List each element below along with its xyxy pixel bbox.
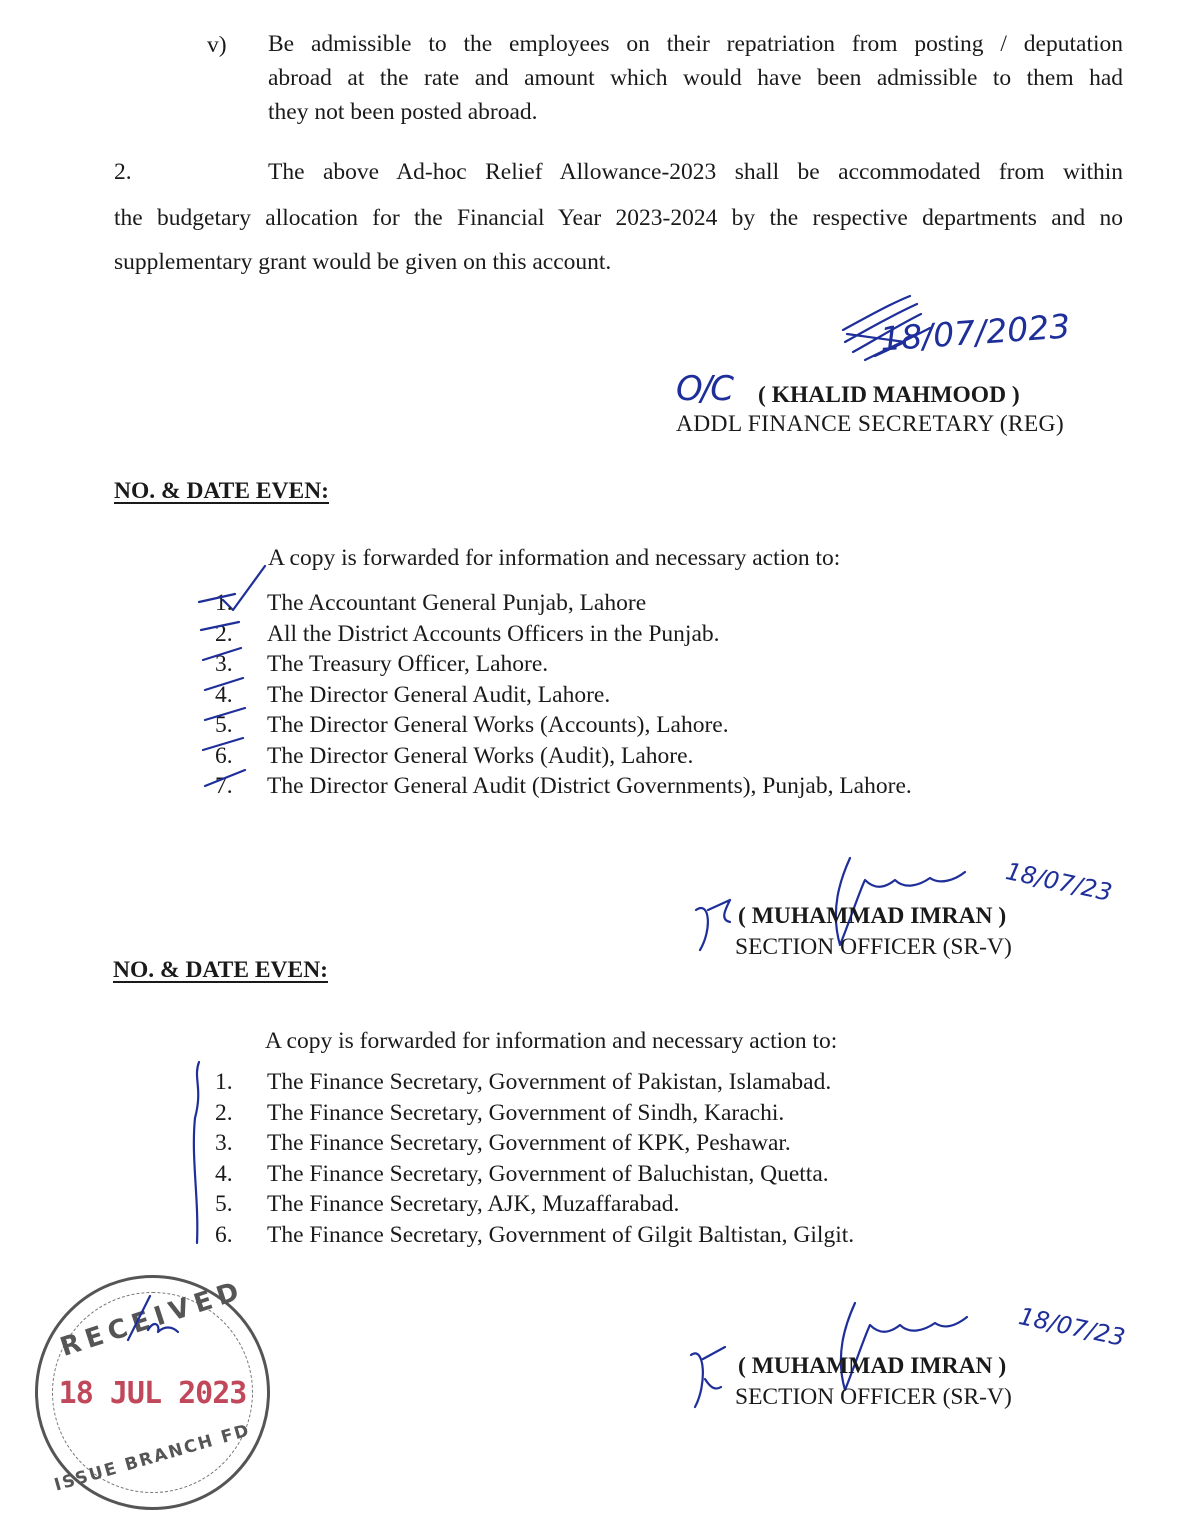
signatory-title-1: ADDL FINANCE SECRETARY (REG) — [676, 411, 1064, 437]
handwritten-date-1: 18/07/2023 — [878, 306, 1072, 359]
handwritten-bracket — [185, 1058, 215, 1248]
clause-v-line-2: abroad at the rate and amount which would have been admissible to them had — [268, 65, 1123, 91]
signatory-name-2: ( MUHAMMAD IMRAN ) — [738, 903, 1007, 929]
handwritten-oc-prefix: O/C — [676, 369, 732, 409]
clause-v-marker: v) — [207, 32, 227, 58]
para-2-number: 2. — [114, 159, 132, 185]
signatory-title-2: SECTION OFFICER (SR-V) — [735, 934, 1012, 960]
endorsement-intro-2: A copy is forwarded for information and necessary action to: — [265, 1028, 838, 1054]
clause-v-line-1: Be admissible to the employees on their repatriation from posting / deputation — [268, 31, 1123, 57]
stamp-date: 18 JUL 2023 — [58, 1376, 247, 1411]
stamp-bottom-text: ISSUE BRANCH FD — [52, 1420, 253, 1496]
endorsement-heading-1: NO. & DATE EVEN: — [114, 478, 329, 504]
endorsement-intro-1: A copy is forwarded for information and necessary action to: — [268, 545, 841, 571]
handwritten-date-2: 18/07/23 — [1003, 857, 1115, 907]
signatory-title-3: SECTION OFFICER (SR-V) — [735, 1384, 1012, 1410]
para-2-line-1: The above Ad-hoc Relief Allowance-2023 shall be accommodated from within — [268, 159, 1123, 185]
stamp-top-text: RECEIVED — [56, 1275, 249, 1363]
endorsement-heading-2: NO. & DATE EVEN: — [113, 957, 328, 983]
handwritten-date-3: 18/07/23 — [1016, 1302, 1128, 1352]
signatory-name-1: ( KHALID MAHMOOD ) — [758, 382, 1020, 408]
para-2-line-3: supplementary grant would be given on this account. — [114, 249, 612, 275]
signatory-name-3: ( MUHAMMAD IMRAN ) — [738, 1353, 1007, 1379]
clause-v-line-3: they not been posted abroad. — [268, 99, 538, 125]
received-stamp — [35, 1275, 270, 1510]
para-2-line-2: the budgetary allocation for the Financial Year 2023-2024 by the respective departments and no — [114, 205, 1123, 231]
